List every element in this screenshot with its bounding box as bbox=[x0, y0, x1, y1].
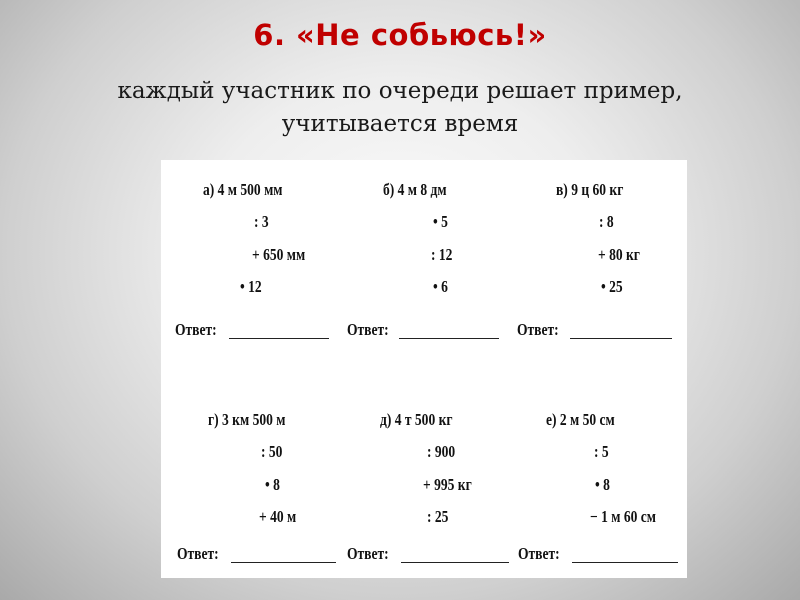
exercise-a-answer-blank bbox=[229, 338, 329, 339]
exercise-d-label: д) 4 т 500 кг bbox=[380, 410, 453, 429]
slide-title: 6. «Не собьюсь!» bbox=[253, 18, 547, 52]
exercise-e-answer-blank bbox=[572, 562, 678, 563]
exercise-b-step-1: • 5 bbox=[433, 212, 448, 231]
exercise-e-step-3: − 1 м 60 см bbox=[590, 507, 656, 526]
exercise-g-step-3: + 40 м bbox=[259, 507, 297, 526]
exercise-g-label: г) 3 км 500 м bbox=[208, 410, 286, 429]
exercise-v-answer-label: Ответ: bbox=[517, 320, 559, 339]
exercise-e-step-1: : 5 bbox=[594, 442, 609, 461]
exercise-v-step-3: • 25 bbox=[601, 277, 623, 296]
exercise-b-answer-label: Ответ: bbox=[347, 320, 389, 339]
exercise-b-step-2: : 12 bbox=[431, 245, 453, 264]
exercise-a-step-1: : 3 bbox=[254, 212, 269, 231]
exercise-g-answer-label: Ответ: bbox=[177, 544, 219, 563]
subtitle-line-2: учитывается время bbox=[281, 111, 519, 137]
exercise-a-label: а) 4 м 500 мм bbox=[203, 180, 283, 199]
exercise-d-step-2: + 995 кг bbox=[423, 475, 472, 494]
slide-subtitle bbox=[0, 75, 800, 141]
exercise-v-step-2: + 80 кг bbox=[598, 245, 640, 264]
exercise-v-label: в) 9 ц 60 кг bbox=[556, 180, 624, 199]
exercise-b-answer-blank bbox=[399, 338, 499, 339]
exercise-a-answer-label: Ответ: bbox=[175, 320, 217, 339]
exercise-d-step-1: : 900 bbox=[427, 442, 456, 461]
exercise-e-step-2: • 8 bbox=[595, 475, 610, 494]
exercise-a-step-3: • 12 bbox=[240, 277, 262, 296]
exercise-e-answer-label: Ответ: bbox=[518, 544, 560, 563]
exercise-b-label: б) 4 м 8 дм bbox=[383, 180, 447, 199]
exercise-a-step-2: + 650 мм bbox=[252, 245, 306, 264]
exercise-d-answer-label: Ответ: bbox=[347, 544, 389, 563]
exercise-g-step-2: • 8 bbox=[265, 475, 280, 494]
exercise-v-answer-blank bbox=[570, 338, 672, 339]
exercise-b-step-3: • 6 bbox=[433, 277, 448, 296]
exercise-g-step-1: : 50 bbox=[261, 442, 283, 461]
exercise-g-answer-blank bbox=[231, 562, 336, 563]
exercise-d-answer-blank bbox=[401, 562, 509, 563]
exercise-v-step-1: : 8 bbox=[599, 212, 614, 231]
exercise-sheet bbox=[161, 160, 687, 578]
exercise-e-label: е) 2 м 50 см bbox=[546, 410, 615, 429]
exercise-d-step-3: : 25 bbox=[427, 507, 449, 526]
subtitle-line-1: каждый участник по очереди решает пример, bbox=[117, 78, 683, 104]
